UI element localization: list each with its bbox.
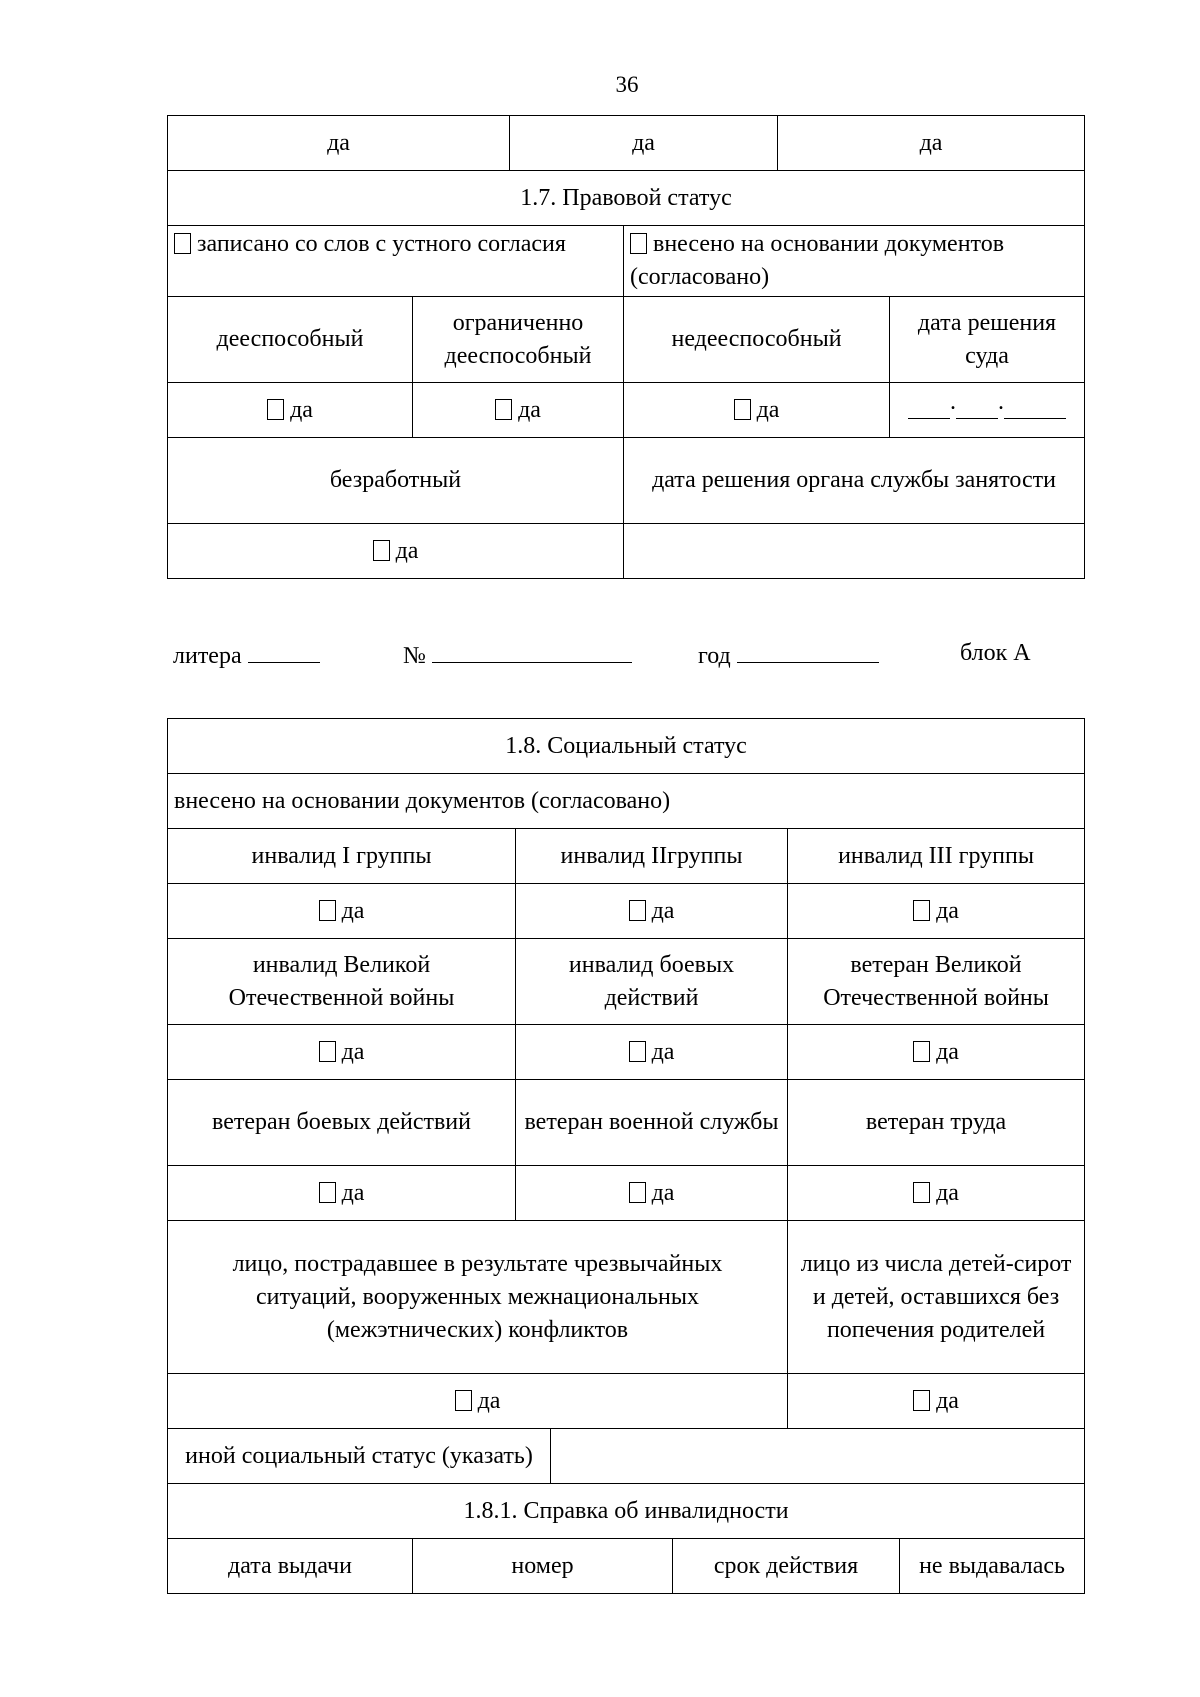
table-row bbox=[168, 226, 1085, 297]
table-row bbox=[168, 1374, 1085, 1429]
checkbox-icon[interactable] bbox=[455, 1390, 472, 1411]
labor-veteran-yes[interactable] bbox=[788, 1166, 1085, 1221]
checkbox-icon[interactable] bbox=[319, 900, 336, 921]
yes-label: да bbox=[936, 1387, 959, 1414]
header-capable: дееспособный bbox=[168, 297, 413, 383]
header-number: номер bbox=[413, 1539, 673, 1594]
yes-label: да bbox=[756, 396, 780, 423]
table-row bbox=[168, 884, 1085, 939]
checkbox-icon[interactable] bbox=[319, 1041, 336, 1062]
cell: да bbox=[510, 116, 778, 171]
section-title-1-8: 1.8. Социальный статус bbox=[168, 719, 1085, 774]
table-row bbox=[168, 438, 1085, 524]
disability-1-yes[interactable] bbox=[168, 884, 516, 939]
disability-2-yes[interactable] bbox=[516, 884, 788, 939]
header-labor-veteran: ветеран труда bbox=[788, 1080, 1085, 1166]
unemployed-yes[interactable] bbox=[168, 524, 624, 579]
cell: да bbox=[778, 116, 1085, 171]
header-employment-date: дата решения органа службы занятости bbox=[624, 438, 1085, 524]
table-row bbox=[168, 171, 1085, 226]
header-emergency-victim: лицо, пострадавшее в результате чрезвычайных ситуаций, вооруженных межнациональных (межэтнических) конфликтов bbox=[168, 1221, 788, 1374]
checkbox-icon[interactable] bbox=[629, 900, 646, 921]
header-limited: ограниченно дееспособный bbox=[413, 297, 624, 383]
cell: да bbox=[168, 116, 510, 171]
header-military-veteran: ветеран военной службы bbox=[516, 1080, 788, 1166]
header-incapable: недееспособный bbox=[624, 297, 890, 383]
capable-yes[interactable] bbox=[168, 383, 413, 438]
checkbox-icon[interactable] bbox=[629, 1182, 646, 1203]
table-row bbox=[168, 1221, 1085, 1374]
combat-veteran-yes[interactable] bbox=[168, 1166, 516, 1221]
orphan-yes[interactable] bbox=[788, 1374, 1085, 1429]
checkbox-icon[interactable] bbox=[373, 540, 390, 561]
yes-label: да bbox=[477, 1387, 501, 1414]
social-source-note: внесено на основании документов (согласовано) bbox=[168, 774, 1085, 829]
wwii-veteran-yes[interactable] bbox=[788, 1025, 1085, 1080]
month-blank[interactable] bbox=[956, 396, 998, 419]
other-status-label: иной социальный статус (указать) bbox=[168, 1429, 551, 1484]
header-disability-2: инвалид IIгруппы bbox=[516, 829, 788, 884]
table-row bbox=[168, 1166, 1085, 1221]
yes-label: да bbox=[341, 1038, 365, 1065]
limited-yes[interactable] bbox=[413, 383, 624, 438]
checkbox-icon[interactable] bbox=[913, 1182, 930, 1203]
yes-label: да bbox=[936, 1038, 959, 1065]
litera-field bbox=[173, 640, 320, 670]
header-validity: срок действия bbox=[673, 1539, 900, 1594]
header-disability-3: инвалид III группы bbox=[788, 829, 1085, 884]
table-row bbox=[168, 1025, 1085, 1080]
section-title-1-8-1: 1.8.1. Справка об инвалидности bbox=[168, 1484, 1085, 1539]
block-label: блок А bbox=[960, 640, 1031, 666]
table-row bbox=[168, 297, 1085, 383]
header-unemployed: безработный bbox=[168, 438, 624, 524]
date-separator: . bbox=[950, 389, 956, 415]
yes-label: да bbox=[341, 897, 365, 924]
source-docs-label: внесено на основании документов (согласовано) bbox=[630, 231, 1005, 290]
checkbox-icon[interactable] bbox=[913, 900, 930, 921]
day-blank[interactable] bbox=[908, 396, 950, 419]
header-combat-invalid: инвалид боевых действий bbox=[516, 939, 788, 1025]
social-status-table bbox=[167, 718, 1085, 1594]
source-oral-label: записано со слов с устного согласия bbox=[197, 231, 566, 257]
table-row bbox=[168, 116, 1085, 171]
combat-invalid-yes[interactable] bbox=[516, 1025, 788, 1080]
header-orphan: лицо из числа детей-сирот и детей, оставшихся без попечения родителей bbox=[788, 1221, 1085, 1374]
checkbox-icon[interactable] bbox=[630, 233, 647, 254]
header-issue-date: дата выдачи bbox=[168, 1539, 413, 1594]
number-blank[interactable] bbox=[432, 640, 632, 663]
yes-label: да bbox=[936, 1179, 959, 1206]
checkbox-icon[interactable] bbox=[734, 399, 751, 420]
number-label: № bbox=[403, 643, 426, 669]
yes-label: да bbox=[341, 1179, 365, 1206]
table-row bbox=[168, 1429, 1085, 1484]
legal-status-table bbox=[167, 115, 1085, 579]
page-number: 36 bbox=[615, 72, 639, 97]
section-title-1-7: 1.7. Правовой статус bbox=[168, 171, 1085, 226]
source-oral-option[interactable] bbox=[168, 226, 624, 297]
table-row bbox=[168, 1080, 1085, 1166]
military-veteran-yes[interactable] bbox=[516, 1166, 788, 1221]
number-field bbox=[403, 640, 632, 670]
table-row bbox=[168, 1484, 1085, 1539]
header-not-issued: не выдавалась bbox=[900, 1539, 1085, 1594]
checkbox-icon[interactable] bbox=[267, 399, 284, 420]
wwii-invalid-yes[interactable] bbox=[168, 1025, 516, 1080]
checkbox-icon[interactable] bbox=[913, 1041, 930, 1062]
incapable-yes[interactable] bbox=[624, 383, 890, 438]
yes-label: да bbox=[395, 537, 419, 564]
table-row bbox=[168, 774, 1085, 829]
table-row bbox=[168, 383, 1085, 438]
checkbox-icon[interactable] bbox=[913, 1390, 930, 1411]
yes-label: да bbox=[651, 1179, 675, 1206]
checkbox-icon[interactable] bbox=[495, 399, 512, 420]
year-label: год bbox=[698, 643, 731, 669]
litera-blank[interactable] bbox=[248, 640, 320, 663]
checkbox-icon[interactable] bbox=[319, 1182, 336, 1203]
table-row bbox=[168, 939, 1085, 1025]
checkbox-icon[interactable] bbox=[174, 233, 191, 254]
yes-label: да bbox=[651, 1038, 675, 1065]
employment-date-field[interactable] bbox=[624, 524, 1085, 579]
year-blank[interactable] bbox=[737, 640, 879, 663]
yes-label: да bbox=[290, 396, 313, 423]
litera-label: литера bbox=[173, 643, 242, 669]
yes-label: да bbox=[936, 897, 959, 924]
court-date-field[interactable] bbox=[890, 383, 1085, 438]
header-disability-1: инвалид I группы bbox=[168, 829, 516, 884]
table-row bbox=[168, 524, 1085, 579]
year-field bbox=[698, 640, 879, 670]
date-separator: . bbox=[998, 389, 1004, 415]
header-wwii-invalid: инвалид Великой Отечественной войны bbox=[168, 939, 516, 1025]
disability-3-yes[interactable] bbox=[788, 884, 1085, 939]
year-blank[interactable] bbox=[1004, 396, 1066, 419]
document-fields bbox=[173, 640, 1073, 680]
emergency-victim-yes[interactable] bbox=[168, 1374, 788, 1429]
header-court-date: дата решения суда bbox=[890, 297, 1085, 383]
yes-label: да bbox=[651, 897, 675, 924]
yes-label: да bbox=[518, 396, 541, 423]
other-status-field[interactable] bbox=[551, 1429, 1085, 1484]
header-combat-veteran: ветеран боевых действий bbox=[168, 1080, 516, 1166]
checkbox-icon[interactable] bbox=[629, 1041, 646, 1062]
table-row bbox=[168, 829, 1085, 884]
table-row bbox=[168, 1539, 1085, 1594]
header-wwii-veteran: ветеран Великой Отечественной войны bbox=[788, 939, 1085, 1025]
source-docs-option[interactable] bbox=[624, 226, 1085, 297]
table-row bbox=[168, 719, 1085, 774]
